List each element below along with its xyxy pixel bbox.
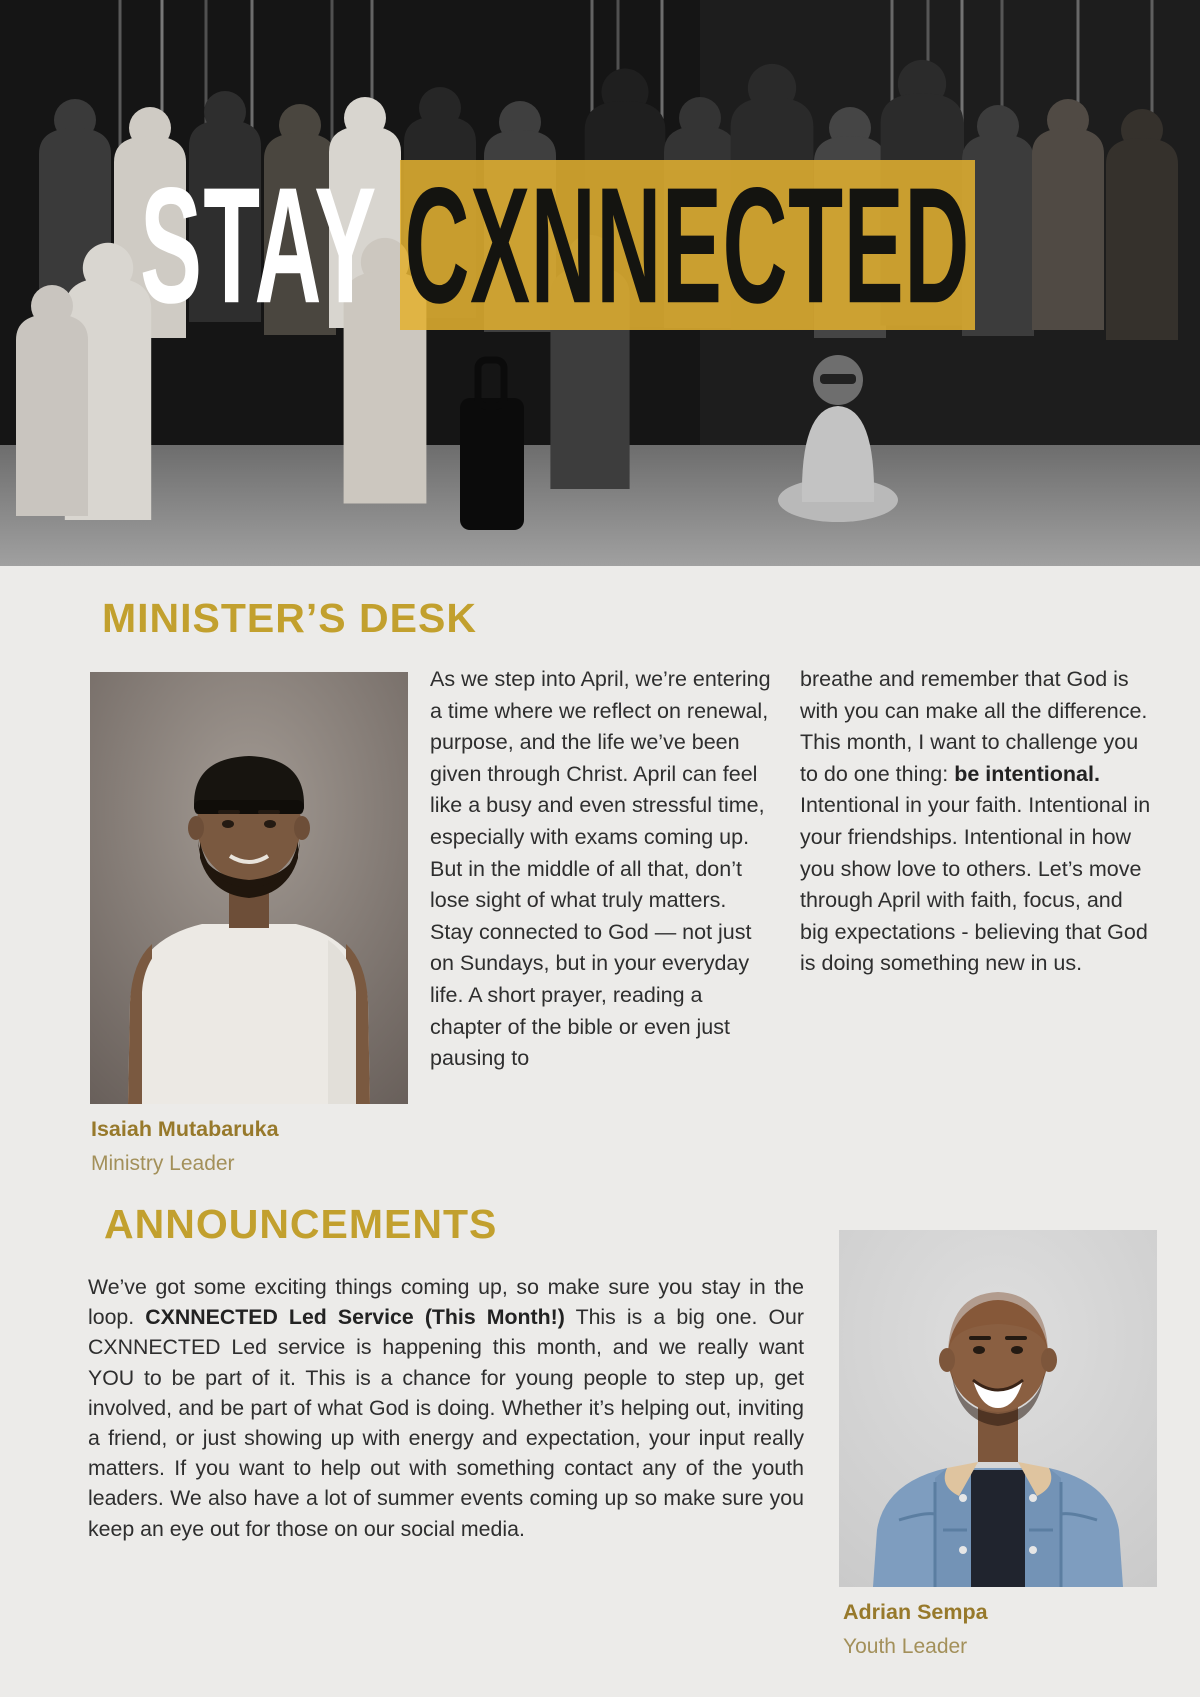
hero-title-stay — [140, 152, 523, 338]
adrian-portrait-illustration — [839, 1230, 1157, 1587]
ministers-desk-column-1: As we step into April, we’re entering a time where we reflect on renewal, purpose, and the life we’ve been given through Christ. April can feel like a busy and even stressful time, especially with exams coming up. But in the middle of all that, don’t lose sight of what truly matters. Stay connected to God — not just on Sundays, but in your everyday life. A short prayer, reading a chapter of the bible or even just pausing to — [430, 667, 771, 1071]
isaiah-role: Ministry Leader — [91, 1151, 235, 1175]
hero-banner — [0, 0, 1200, 566]
adrian-portrait-photo — [839, 1230, 1157, 1587]
ministers-desk-column-2 — [800, 664, 1152, 980]
hero-title-cxnnected-text: CXNNECTED — [404, 152, 971, 338]
column2-text-bold: be intentional. — [954, 761, 1100, 786]
isaiah-portrait-photo — [90, 672, 408, 1104]
announcements-heading: ANNOUNCEMENTS — [104, 1201, 498, 1247]
isaiah-caption — [91, 1116, 279, 1177]
column2-text-pre: breathe and remember that God is with you can make all the difference. This month, I want to challenge you to do one thing: — [800, 667, 1148, 786]
announcements-text-pre: We’ve got some exciting things coming up, so make sure you stay in the loop. — [88, 1275, 804, 1330]
isaiah-name: Isaiah Mutabaruka — [91, 1117, 279, 1141]
column2-text-post: Intentional in your faith. Intentional in your friendships. Intentional in how you show love to others. Let’s move through April with faith, focus, and big expectations - believing that God is doing something new in us. — [800, 793, 1151, 976]
adrian-role: Youth Leader — [843, 1634, 968, 1658]
ministers-desk-heading: MINISTER’S DESK — [102, 595, 477, 641]
hero-title-stay-text: STAY — [140, 152, 378, 338]
isaiah-portrait-illustration — [90, 672, 408, 1104]
announcements-body — [88, 1272, 804, 1544]
announcements-text-bold: CXNNECTED Led Service (This Month!) — [145, 1305, 565, 1330]
adrian-name: Adrian Sempa — [843, 1600, 988, 1624]
announcements-text-post: This is a big one. Our CXNNECTED Led service is happening this month, and we really want YOU to be part of it. This is a chance for young people to step up, get involved, and be part of what God is doing. Whether it’s helping out, inviting a friend, or just showing up with energy and expectation, your input really matters. If you want to help out with something contact any of the youth leaders. We also have a lot of summer events coming up so make sure you keep an eye out for those on our social media. — [88, 1305, 804, 1541]
adrian-caption — [843, 1599, 988, 1660]
